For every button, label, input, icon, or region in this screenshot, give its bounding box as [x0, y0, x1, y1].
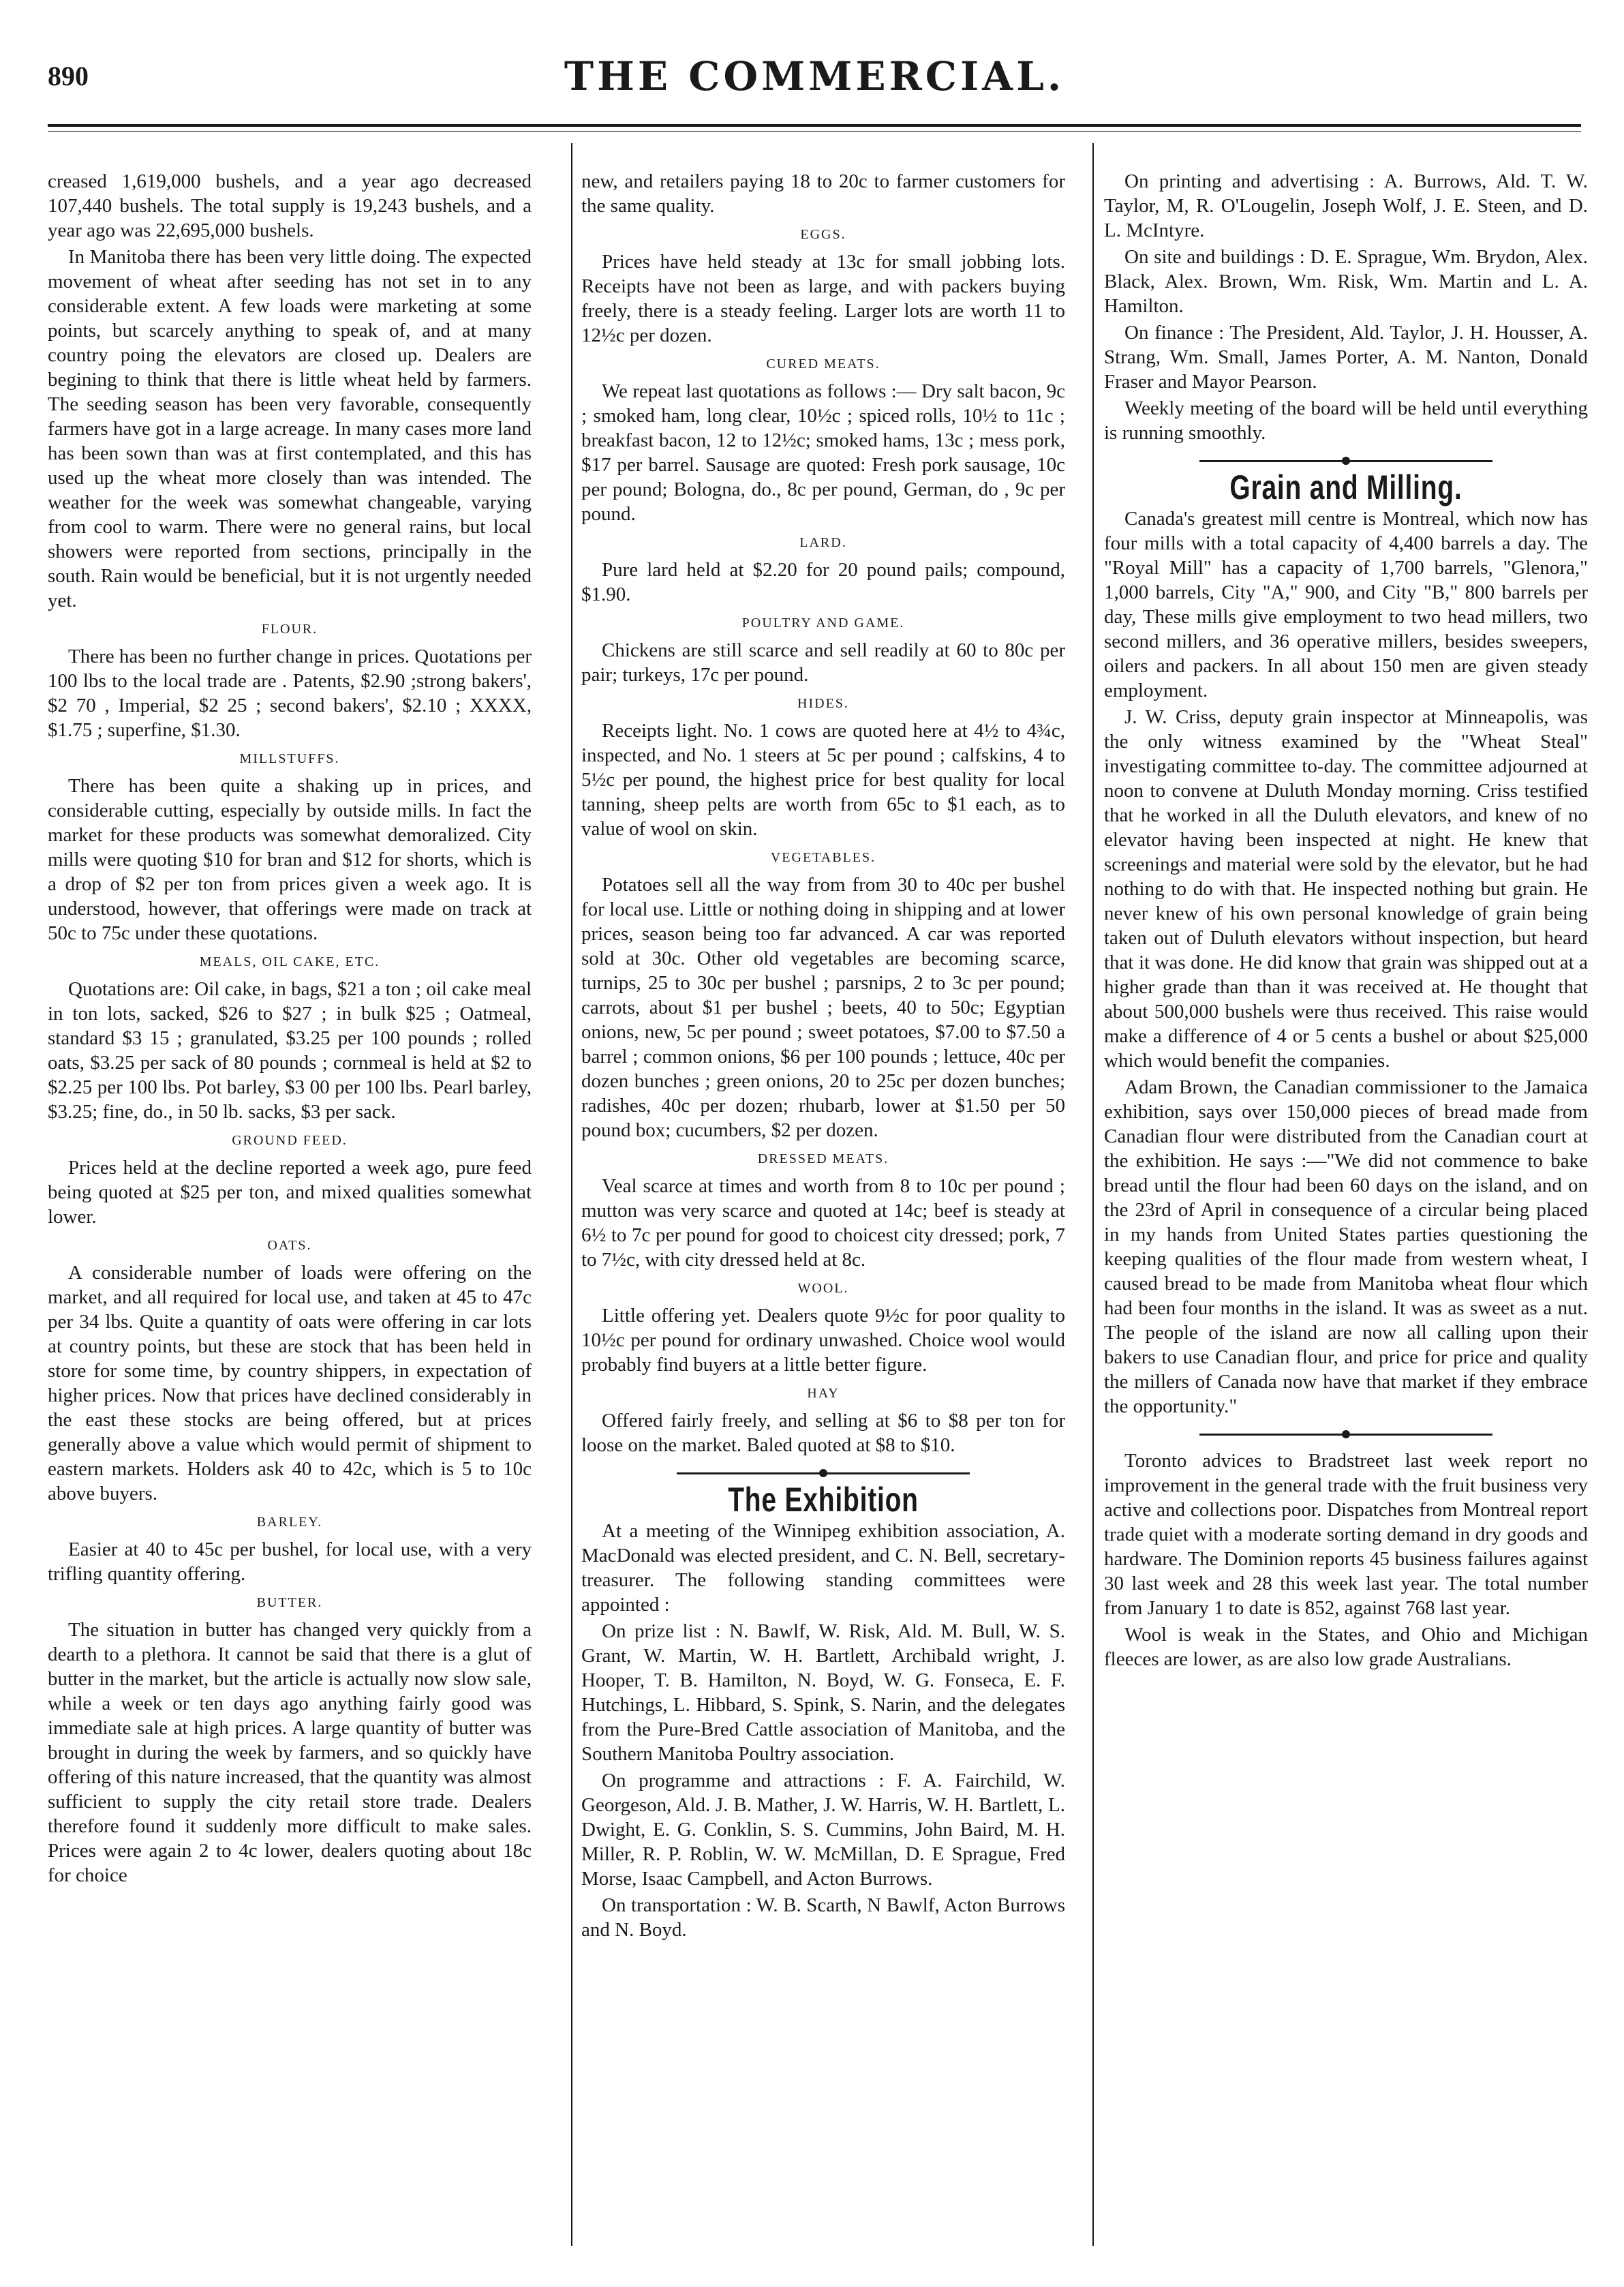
paragraph: The situation in butter has changed very quickly from a dearth to a plethora. It cannot be said that there is a glut of butter in the market, but the article is actually now slow sale, while a week or ten days ago anything fairly good was immediate sale at high prices. A large quantity of butter was brought in during the week by farmers, and so quickly have offering of this nature increased, that the quantity was almost sufficient to supply the city retail store trade. Dealers therefore found it suddenly more difficult to make sales. Prices were again 2 to 4c lower, dealers quoting about 18c for choice: [48, 1619, 532, 1886]
paragraph: Quotations are: Oil cake, in bags, $21 a ton ; oil cake meal in ton lots, sacked, $26 to $27 ; in bulk $25 ; Oatmeal, standard $3 15 ; granulated, $3.25 per 100 pounds ; rolled oats, $3.25 per sack of 80 pounds ; cornmeal is held at $2 to $2.25 per 100 lbs. Pot barley, $3 00 per 100 lbs. Pearl barley, $3.25; fine, do., in 50 lb. sacks, $3 per sack.: [48, 978, 532, 1123]
page-number: 890: [48, 61, 89, 91]
paragraph: Pure lard held at $2.20 for 20 pound pails; compound, $1.90.: [581, 559, 1065, 605]
section-subhead: POULTRY AND GAME.: [741, 616, 905, 631]
paragraph: On finance : The President, Ald. Taylor, J. H. Housser, A. Strang, Wm. Small, James Porter, A. M. Nanton, Donald Fraser and Mayor Pearson.: [1104, 322, 1588, 393]
paragraph: Chickens are still scarce and sell readily at 60 to 80c per pair; turkeys, 17c per pound.: [581, 639, 1065, 686]
column-divider: [571, 143, 572, 2246]
section-subhead: EGGS.: [800, 227, 846, 242]
column-divider: [1092, 143, 1094, 2246]
paragraph: Easier at 40 to 45c per bushel, for local use, with a very trifling quantity offering.: [48, 1539, 532, 1585]
paragraph: On site and buildings : D. E. Sprague, Wm. Brydon, Alex. Black, Alex. Brown, Wm. Risk, Wm. Martin and L. A. Hamilton.: [1104, 246, 1588, 317]
section-subhead: WOOL.: [797, 1281, 849, 1296]
paragraph: Little offering yet. Dealers quote 9½c for poor quality to 10½c per pound for ordinary unwashed. Choice wool would probably find buyers at a little better figure.: [581, 1305, 1065, 1376]
article-title: The Exhibition: [728, 1481, 919, 1519]
paragraph: Prices have held steady at 13c for small jobbing lots. Receipts have not been as large, and with packers buying freely, there is a steady feeling. Larger lots are worth 11 to 12½c per dozen.: [581, 251, 1065, 346]
paragraph: There has been no further change in prices. Quotations per 100 lbs to the local trade are . Patents, $2.90 ;strong bakers', $2 70 , Imperial, $2 25 ; second bakers', $2.10 ; XXXX, $1.75 ; superfine, $1.30.: [48, 646, 532, 741]
paragraph: On transportation : W. B. Scarth, N Bawlf, Acton Burrows and N. Boyd.: [581, 1894, 1065, 1941]
page-header: [48, 48, 1581, 102]
column-3: [1104, 169, 1588, 2241]
paragraph: Toronto advices to Bradstreet last week report no improvement in the general trade with the fruit business very active and collections poor. Dispatches from Montreal report trade quiet with a moderate sorting demand in dry goods and hardware. The Dominion reports 45 business failures against 30 last week and 28 this week last year. The total number from January 1 to date is 852, against 768 last year.: [1104, 1450, 1588, 1619]
section-subhead: FLOUR.: [261, 622, 318, 637]
article-divider: [1104, 1424, 1588, 1444]
section-subhead: OATS.: [267, 1238, 312, 1253]
paragraph: Receipts light. No. 1 cows are quoted here at 4½ to 4¾c, inspected, and No. 1 steers at 5c per pound ; calfskins, 4 to 5½c per pound, the highest price for best quality for local tanning, sheep pelts are worth from 65c to $1 each, as to value of wool on skin.: [581, 720, 1065, 840]
section-subhead: DRESSED MEATS.: [757, 1151, 889, 1166]
section-subhead: GROUND FEED.: [232, 1133, 348, 1148]
header-rule: [48, 124, 1581, 127]
paragraph: A considerable number of loads were offering on the market, and all required for local use, and taken at 45 to 47c per 34 lbs. Quite a quantity of oats were offering in car lots at country points, but these are stock that has been held in store for some time, by country shippers, in expectation of higher prices. Now that prices have declined considerably in the east these stocks are being offered, but at prices generally above a value which would permit of shipment to eastern markets. Holders ask 40 to 42c, which is 5 to 10c above buyers.: [48, 1262, 532, 1504]
paragraph: In Manitoba there has been very little doing. The expected movement of wheat after seeding has not set in to any considerable extent. A few loads were marketing at some points, but scarcely anything to speak of, and at many country poing the elevators are closed up. Dealers are begining to think that there is little wheat held by farmers. The seeding season has been very favorable, consequently farmers have got in a large acreage. In many cases more land has been sown than was at first contemplated, and this has used up the wheat more closely than was intended. The weather for the week was somewhat changeable, varying from cool to warm. There were no general rains, but local showers were reported from sections, principally in the south. Rain would be beneficial, but it is not urgently needed yet.: [48, 246, 532, 611]
section-subhead: MILLSTUFFS.: [239, 751, 340, 766]
paragraph: Offered fairly freely, and selling at $6 to $8 per ton for loose on the market. Baled quoted at $8 to $10.: [581, 1410, 1065, 1456]
column-2: [581, 169, 1065, 2241]
paragraph: Canada's greatest mill centre is Montreal, which now has four mills with a total capacity of 4,400 barrels a day. The "Royal Mill" has a capacity of 1,700 barrels, "Glenora," 1,000 barrels, City "A," 900, and City "B," 800 barrels per day, These mills give employment to two head millers, two second millers, and 36 operative millers, besides sweepers, oilers and packers. In all about 150 men are given steady employment.: [1104, 508, 1588, 701]
paragraph: Prices held at the decline reported a week ago, pure feed being quoted at $25 per ton, and mixed qualities somewhat lower.: [48, 1157, 532, 1228]
section-subhead: HAY: [807, 1386, 840, 1401]
section-subhead: BUTTER.: [256, 1595, 323, 1610]
section-subhead: HIDES.: [797, 696, 849, 711]
article-title: Grain and Milling.: [1229, 468, 1462, 506]
header-rule-thin: [48, 131, 1581, 132]
section-subhead: BARLEY.: [256, 1515, 323, 1530]
paragraph: J. W. Criss, deputy grain inspector at Minneapolis, was the only witness examined by the "Wheat Steal" investigating committee to-day. The committee adjourned at noon to convene at Duluth Monday morning. Criss testified that he worked in all the Duluth elevators, and knew of no elevator having been inspected at night. He knew that screenings and material were sold by the elevator, but he had nothing to do with that. He inspected nothing but grain. He never knew of his own personal knowledge of grain being taken out of Duluth elevators without inspection, but heard that it was done. He did know that grain was shipped out at a higher grade than than it was received at. He thought that about 500,000 bushels were thus received. This raise would make a difference of 4 or 5 cents a bushel or about $25,000 which would benefit the companies.: [1104, 706, 1588, 1072]
section-subhead: CURED MEATS.: [766, 357, 880, 372]
paragraph: Potatoes sell all the way from from 30 to 40c per bushel for local use. Little or nothing doing in shipping and at lower prices, season being too far advanced. A car was reported sold at 30c. Other old vegetables are becoming scarce, turnips, 25 to 30c per bushel ; parsnips, 2 to 3c per pound; carrots, about $1 per bushel ; beets, 40 to 50c; Egyptian onions, new, 5c per pound ; sweet potatoes, $7.00 to $7.50 a barrel ; common onions, $6 per 100 pounds ; lettuce, 40c per dozen bunches ; green onions, 20 to 25c per dozen bunches; radishes, 40c per dozen; rhubarb, lower at $1.50 per 50 pound box; cucumbers, $2 per dozen.: [581, 874, 1065, 1141]
paragraph: At a meeting of the Winnipeg exhibition association, A. MacDonald was elected president, and C. N. Bell, secretary-treasurer. The following standing committees were appointed :: [581, 1520, 1065, 1616]
paragraph: creased 1,619,000 bushels, and a year ago decreased 107,440 bushels. The total supply is 19,243 bushels, and a year ago was 22,695,000 bushels.: [48, 170, 532, 241]
section-subhead: MEALS, OIL CAKE, ETC.: [199, 954, 380, 969]
column-1: [48, 169, 532, 2241]
paragraph: new, and retailers paying 18 to 20c to farmer customers for the same quality.: [581, 170, 1065, 217]
paragraph: We repeat last quotations as follows :— Dry salt bacon, 9c ; smoked ham, long clear, 10½c ; spiced rolls, 10½ to 11c ; breakfast bacon, 12 to 12½c; smoked hams, 13c ; mess pork, $17 per barrel. Sausage are quoted: Fresh pork sausage, 10c per pound; Bologna, do., 8c per pound, German, do , 9c per pound.: [581, 380, 1065, 525]
paragraph: On printing and advertising : A. Burrows, Ald. T. W. Taylor, M, R. O'Lougelin, Joseph Wolf, J. E. Steen, and D. L. McIntyre.: [1104, 170, 1588, 241]
paragraph: On programme and attractions : F. A. Fairchild, W. Georgeson, Ald. J. B. Mather, J. W. Harris, W. H. Bartlett, L. Dwight, E. G. Conklin, S. S. Cummins, John Baird, M. H. Miller, R. P. Roblin, W. W. McMillan, D. E Sprague, Fred Morse, Isaac Campbell, and Acton Burrows.: [581, 1770, 1065, 1890]
paragraph: There has been quite a shaking up in prices, and considerable cutting, especially by outside mills. In fact the market for these products was somewhat demoralized. City mills were quoting $10 for bran and $12 for shorts, which is a drop of $2 per ton from prices given a week ago. It is understood, however, that offerings were made on track at 50c to 75c under these quotations.: [48, 775, 532, 944]
section-subhead: VEGETABLES.: [770, 850, 876, 865]
paragraph: Veal scarce at times and worth from 8 to 10c per pound ; mutton was very scarce and quoted at 14c; beef is steady at 6½ to 7c per pound for good to choicest city dressed; pork, 7 to 7½c, with city dressed held at 8c.: [581, 1175, 1065, 1271]
paragraph: Weekly meeting of the board will be held until everything is running smoothly.: [1104, 397, 1588, 444]
section-subhead: LARD.: [799, 535, 847, 550]
masthead: THE COMMERCIAL.: [564, 53, 1065, 100]
paragraph: On prize list : N. Bawlf, W. Risk, Ald. M. Bull, W. S. Grant, W. Martin, W. H. Bartlett, Archibald wright, J. Hooper, T. B. Hamilton, N. Boyd, W. G. Fonseca, E. F. Hutchings, L. Hibbard, S. Spink, S. Narin, and the delegates from the Pure-Bred Cattle association of Manitoba, and the Southern Manitoba Poultry association.: [581, 1620, 1065, 1765]
paragraph: Adam Brown, the Canadian commissioner to the Jamaica exhibition, says over 150,000 pieces of bread made from Canadian flour were distributed from the Canadian court at the exhibition. He says :—"We did not commence to bake bread until the flour had been 60 days on the island, and on the 23rd of April in consequence of a circular being placed in my hands from United States parties questioning the keeping qualities of the flour made from western wheat, I caused bread to be made from Manitoba wheat flour which had been four months in the island. It was as sweet as a nut. The people of the island are now all calling upon their bakers to use Canadian flour, and price for price and quality the millers of Canada now have that market if they embrace the opportunity.": [1104, 1076, 1588, 1417]
paragraph: Wool is weak in the States, and Ohio and Michigan fleeces are lower, as are also low grade Australians.: [1104, 1624, 1588, 1670]
